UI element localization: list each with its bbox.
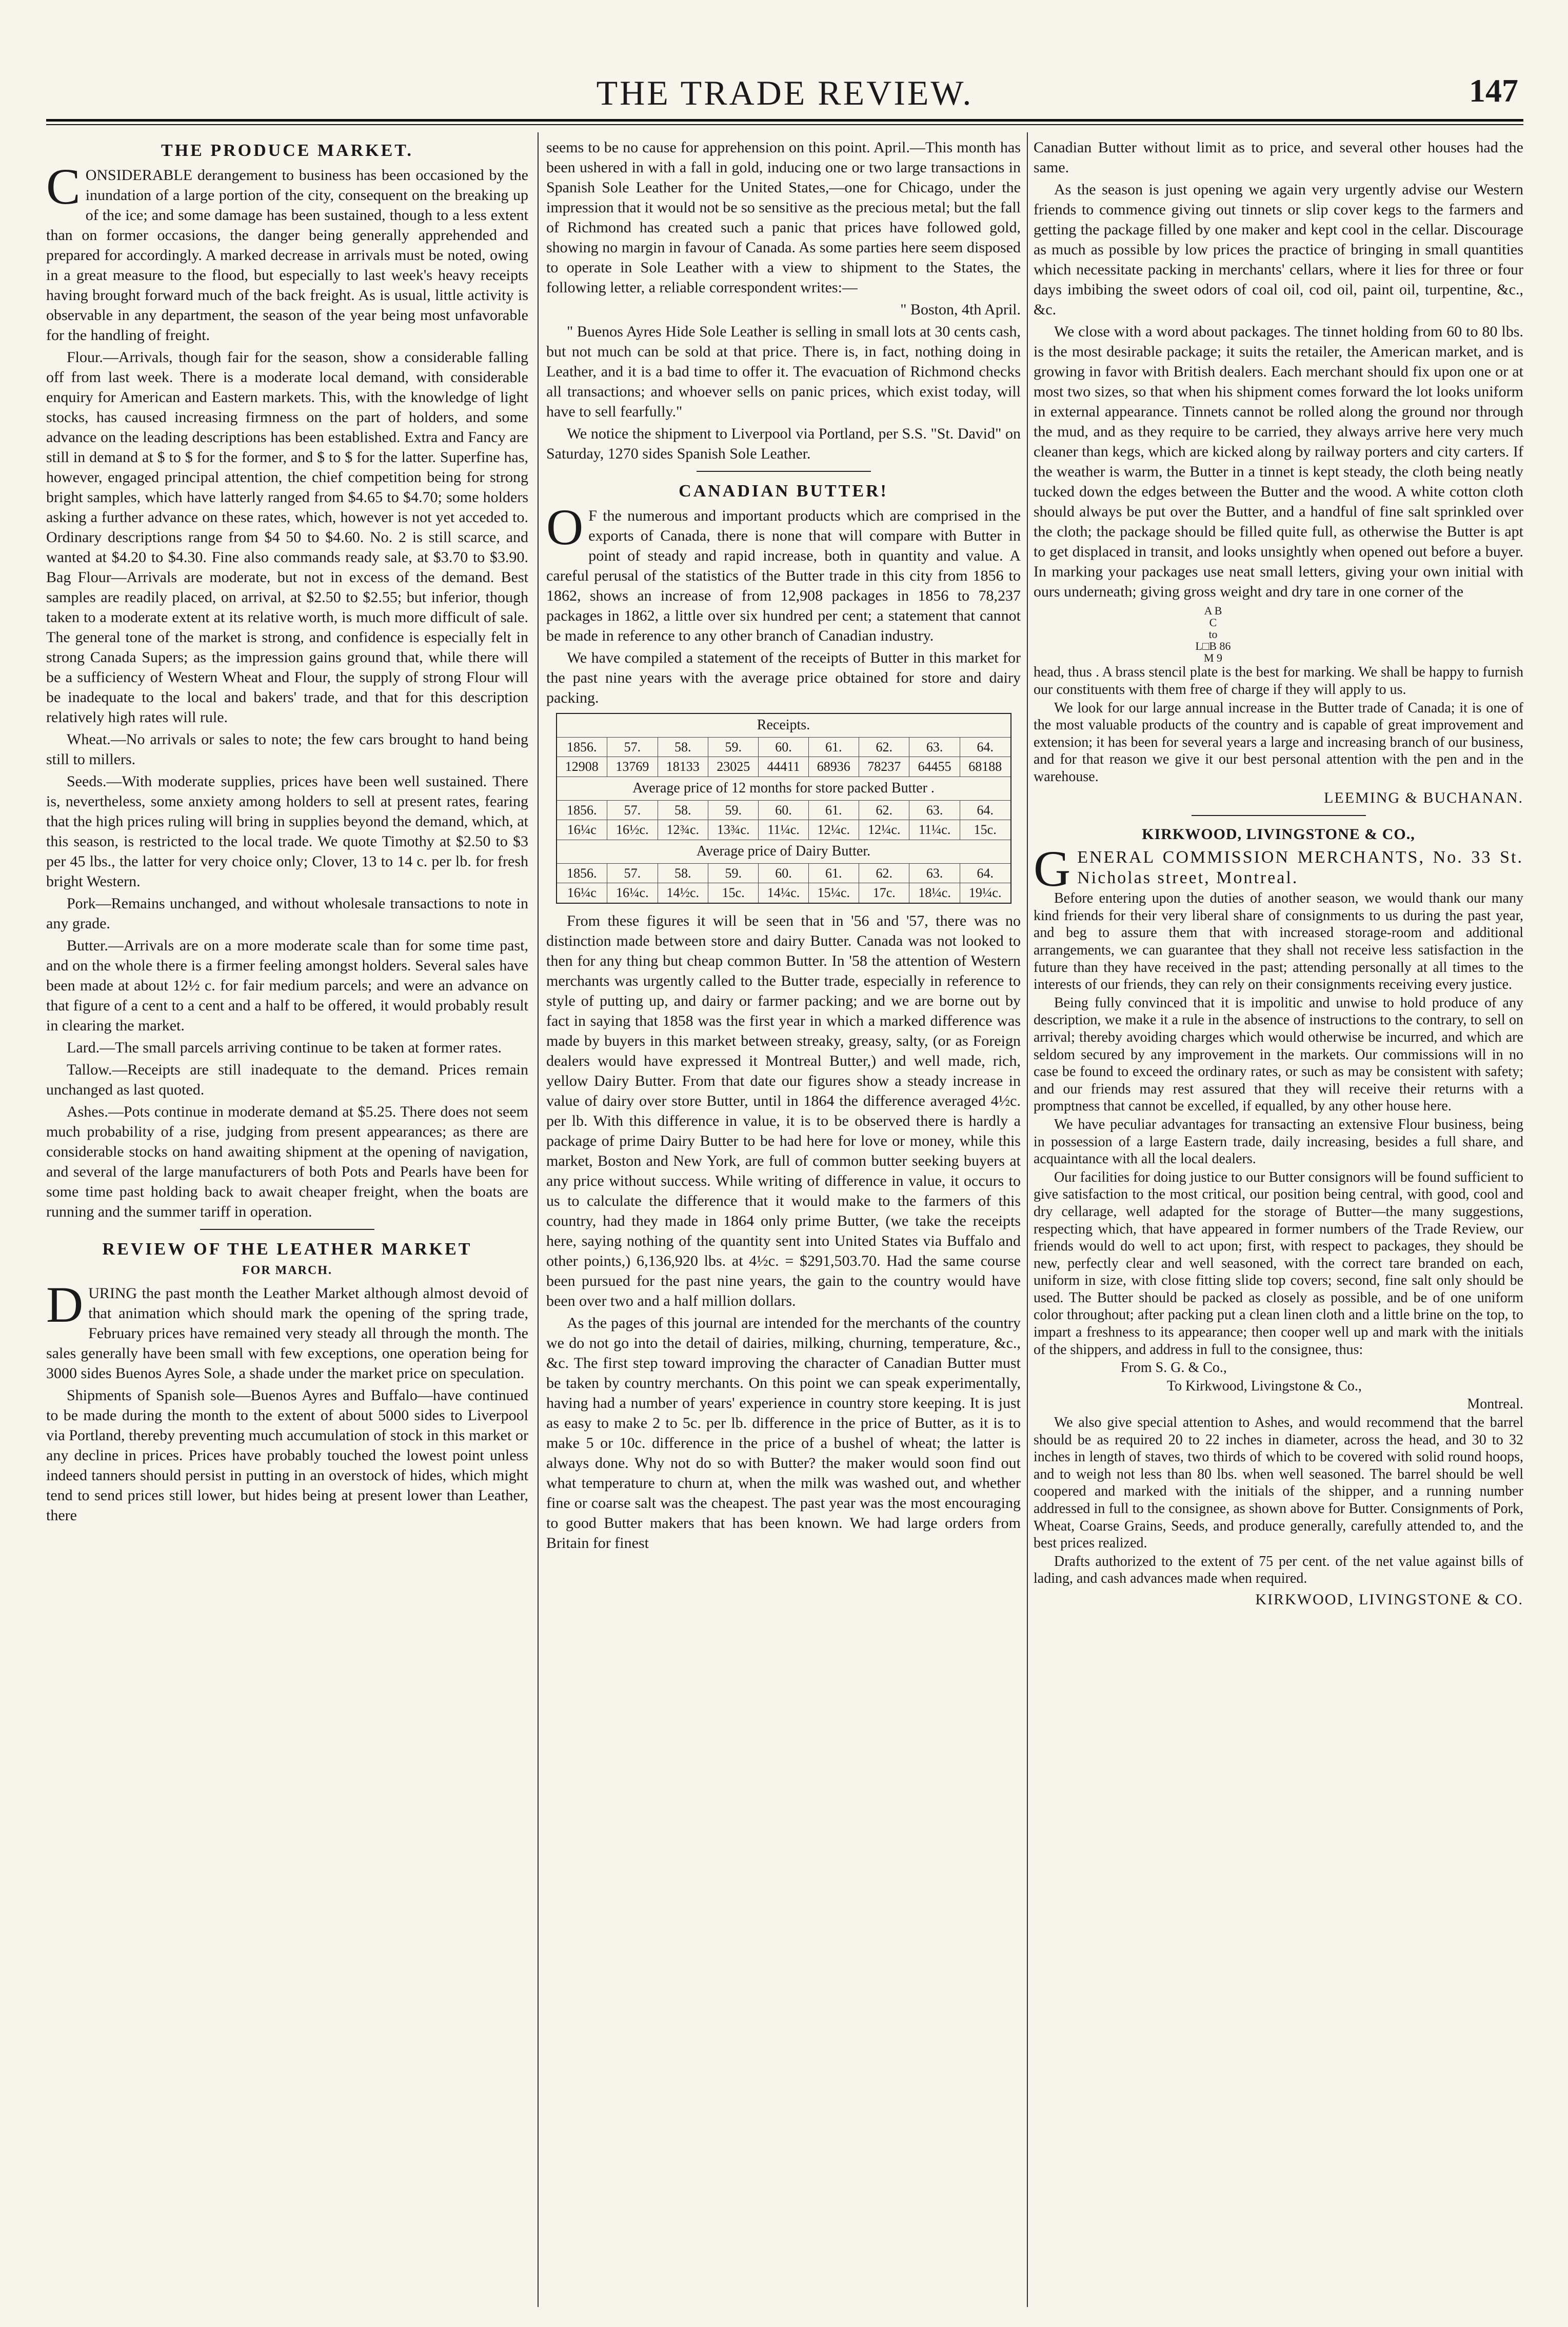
butter-paragraph-1 (546, 499, 1021, 646)
address-line-3: Montreal. (1467, 1396, 1523, 1413)
kirkwood-heading: KIRKWOOD, LIVINGSTONE & CO., (1142, 825, 1415, 843)
kirkwood-paragraph-1: Before entering upon the duties of another season, we would thank our many kind friends for their very liberal share of consignments to us during the past year, and beg to assure them that with increased storage-room and additional arrangements, we can guarantee that they shall not receive less satisfaction in the future than they have received in the past; attending personally at all times to the interests of our friends, they can rely on their consignments receiving every justice. (1034, 890, 1523, 993)
leather-paragraph-4: We notice the shipment to Liverpool via Portland, per S.S. "St. David" on Saturday, 1270 sides Spanish Sole Leather. (546, 425, 1021, 462)
store-price-cell: 13¾c. (708, 820, 758, 840)
mark-line: M 9 (1203, 651, 1223, 665)
mark-line: to (1208, 628, 1218, 641)
dairy-price-cell: 15c. (708, 883, 758, 903)
butter-paragraph-7: We close with a word about packages. The tinnet holding from 60 to 80 lbs. is the most desirable package; it suits the retailer, the American market, and is growing in favor with British dealers. Each merchant should fix upon one or at most two sizes, so that when his shipment comes forward the lot looks uniform in external appearance. Tinnets cannot be rolled along the ground nor through the mud, and as they require to be carried, they always arrive here very much cleaner than kegs, which are kicked along by railway porters and city carters. If the weather is warm, the Butter in a tinnet is kept steady, the cloth being neatly tucked down the edges between the Butter and the wood. A white cotton cloth should always be put over the Butter, and a handful of fine salt sprinkled over the cloth; the package should be filled quite full, as otherwise the Butter is apt to get displaced in transit, and looks unsightly when opened out before a buyer. In marking your packages use neat small letters, giving your own initial with ours underneath; giving gross weight and dry tare in one corner of the (1034, 323, 1523, 600)
year-cell: 60. (759, 737, 808, 757)
receipts-cell: 78237 (859, 757, 909, 777)
produce-butter: Butter.—Arrivals are on a more moderate scale than for some time past, and on the whole there is a firmer feeling amongst holders. Several sales have been made at about 12½ c. for fair medium parcels; and were an advance on that figure of a cent to a cent and a half to be offered, it would probably result in clearing the market. (46, 937, 528, 1035)
section-rule (697, 471, 871, 472)
address-line-1: From S. G. & Co., (1121, 1360, 1227, 1376)
produce-flour: Flour.—Arrivals, though fair for the season, show a considerable falling off from last week. There is a moderate local demand, with considerable enquiry for American and Eastern markets. This, with the knowledge of light stocks, has caused increasing firmness on the part of holders, and some advance on the leading descriptions has been established. Extra and Fancy are still in demand at $ to $ for the former, and $ to $ for the latter. Superfine has, however, engaged principal attention, the chief competition being for strong bright samples, which have latterly ranged from $4.65 to $4.70; some holders asking a further advance on these rates, which, however is not yet acceded to. Ordinary descriptions range from $4 50 to $4.60. No. 2 is still scarce, and wanted at $4.20 to $4.30. Fine also commands ready sale, at $3.70 to $3.90. Bag Flour—Arrivals are moderate, but not in excess of the demand. Best samples are readily placed, on arrival, at $2.50 to $2.55; but inferior, though taken to a moderate extent at its relative worth, is much more difficult of sale. The general tone of the market is strong, and confidence is especially felt in strong Canada Supers; as the impression gains ground that, while there will be a sufficiency of Western Wheat and Flour, the supply of strong Flour will be inadequate to the local and bakers' trade, and that for this description relatively high rates will rule. (46, 349, 528, 726)
produce-intro-text: ONSIDERABLE derangement to business has been occasioned by the inundation of a large portion of the city, consequent on the breaking up of the ice; and some damage has been sustained, though to a less extent than on former occasions, the danger being generally apprehended and prepared for accordingly. A marked decrease in arrivals must be noted, owing in a great measure to the flood, but especially to last week's heavy receipts having brought forward much of the back freight. As is usual, little activity is observable in any department, the season of the year being most unfavorable for the handling of freight. (46, 167, 528, 344)
produce-seeds: Seeds.—With moderate supplies, prices have been well sustained. There is, nevertheless, some anxiety among holders to sell at present rates, fearing that the high prices ruling will bring in supplies beyond the demand, which, at this season, is restricted to the local trade. We quote Timothy at $2.50 to $3 per 45 lbs., the latter for very choice only; Clover, 13 to 14 c. per lb. for fresh bright Western. (46, 773, 528, 890)
year-cell: 62. (859, 800, 909, 820)
dairy-price-caption: Average price of Dairy Butter. (557, 840, 1011, 863)
store-price-cell: 12¼c. (808, 820, 859, 840)
kirkwood-paragraph-2: Being fully convinced that it is impolitic and unwise to hold produce of any description, we make it a rule in the absence of instructions to the contrary, to sell on arrival; thereby avoiding charges which would otherwise be incurred, and which are seldom secured by any improvement in the markets. Our commissions will in no case be found to exceed the ordinary rates, or such as may be consistent with safety; and our friends may rest assured that they will receive their returns with a promptness that cannot be excelled, if equalled, by any other house here. (1034, 995, 1523, 1115)
butter-paragraph-8 (1034, 664, 1523, 698)
leather-market-subheading: FOR MARCH. (242, 1264, 332, 1278)
year-cell: 60. (759, 863, 808, 883)
produce-tallow: Tallow.—Receipts are still inadequate to the demand. Prices remain unchanged as last quoted. (46, 1061, 528, 1099)
mark-line: L□B 86 (1195, 640, 1231, 653)
store-price-caption: Average price of 12 months for store packed Butter . (557, 777, 1011, 800)
drop-cap: G (1034, 840, 1073, 897)
drop-cap: C (46, 158, 81, 215)
years-row (557, 863, 1011, 883)
year-cell: 63. (909, 737, 960, 757)
butter-receipts-table (556, 713, 1011, 904)
store-price-row (557, 820, 1011, 840)
receipts-cell: 12908 (557, 757, 607, 777)
year-cell: 61. (808, 863, 859, 883)
leather-paragraph-1-text: URING the past month the Leather Market although almost devoid of that animation which should mark the opening of the spring trade, February prices have remained very steady all through the month. The sales generally have been small with few exceptions, one operation being for 3000 sides Buenos Ayres Sole, a shade under the market price on speculation. (46, 1284, 528, 1382)
year-cell: 1856. (557, 800, 607, 820)
dairy-price-cell: 15¼c. (808, 883, 859, 903)
year-cell: 59. (708, 737, 758, 757)
dairy-price-cell: 19¼c. (960, 883, 1010, 903)
receipts-caption: Receipts. (557, 713, 1011, 737)
year-cell: 1856. (557, 863, 607, 883)
years-row (557, 737, 1011, 757)
mark-line: C (1209, 616, 1217, 629)
receipts-cell: 68188 (960, 757, 1010, 777)
dairy-price-cell: 18¼c. (909, 883, 960, 903)
butter-paragraph-9: We look for our large annual increase in the Butter trade of Canada; it is one of the most valuable products of the country and is capable of great improvement and extension; it has been for several years a large and increasing branch of our business, and for that reason we give it our best personal attention with the pen and in the warehouse. (1034, 700, 1523, 785)
store-price-cell: 11¼c. (909, 820, 960, 840)
year-cell: 1856. (557, 737, 607, 757)
year-cell: 60. (759, 800, 808, 820)
receipts-cell: 13769 (607, 757, 658, 777)
publication-title: THE TRADE REVIEW. (596, 73, 974, 112)
year-cell: 63. (909, 800, 960, 820)
column-divider (538, 132, 539, 2307)
receipts-cell: 64455 (909, 757, 960, 777)
produce-lard: Lard.—The small parcels arriving continue to be taken at former rates. (67, 1039, 502, 1057)
year-cell: 57. (607, 863, 658, 883)
section-rule (1192, 815, 1366, 816)
leather-paragraph-1 (46, 1276, 528, 1383)
receipts-cell: 68936 (808, 757, 859, 777)
leather-paragraph-2: Shipments of Spanish sole—Buenos Ayres and Buffalo—have continued to be made during the month to the extent of about 5000 sides to Liverpool via Portland, thereby preventing much accumulation of stock in this market or any decline in prices. Prices have probably touched the lowest point unless indeed tanners should persist in putting in an overstock of hides, which might tend to send prices still lower, but hides being at present lower than Leather, there (46, 1386, 528, 1524)
kirkwood-paragraph-3: We have peculiar advantages for transacting an extensive Flour business, being in possession of a large Eastern trade, daily increasing, besides a full share, and acquaintance with all the local dealers. (1034, 1116, 1523, 1167)
year-cell: 62. (859, 737, 909, 757)
dairy-price-cell: 14¼c. (759, 883, 808, 903)
year-cell: 64. (960, 737, 1010, 757)
produce-intro (46, 158, 528, 345)
kirkwood-signature: KIRKWOOD, LIVINGSTONE & CO. (1255, 1590, 1523, 1608)
masthead-rule-thin (46, 124, 1523, 125)
year-cell: 57. (607, 737, 658, 757)
store-price-cell: 16¼c (557, 820, 607, 840)
year-cell: 61. (808, 737, 859, 757)
year-cell: 59. (708, 863, 758, 883)
dairy-price-row (557, 883, 1011, 903)
year-cell: 64. (960, 863, 1010, 883)
butter-paragraph-5: Canadian Butter without limit as to price, and several other houses had the same. (1034, 139, 1523, 176)
year-cell: 58. (658, 863, 708, 883)
leather-paragraph-3: seems to be no cause for apprehension on this point. April.—This month has been ushered in with a fall in gold, inducing one or two large transactions in Spanish Sole Leather for the United States,—one for Chicago, under the impression that it would not be so sensitive as the precious metal; but the fall of Richmond has created such a panic that prices have followed gold, showing no margin in favour of Canada. As some parties here seem disposed to operate in Sole Leather with a view to shipment to the States, the following letter, a reliable correspondent writes:— (546, 139, 1021, 296)
dairy-price-cell: 16¼c (557, 883, 607, 903)
column-2 (546, 137, 1021, 2312)
store-price-cell: 12¾c. (658, 820, 708, 840)
year-cell: 63. (909, 863, 960, 883)
canadian-butter-heading: CANADIAN BUTTER! (679, 482, 888, 501)
produce-ashes: Ashes.—Pots continue in moderate demand at $5.25. There does not seem much probability of a rise, judging from present appearances; as there are considerable stocks on hand awaiting shipment at the opening of navigation, and several of the large manufacturers of both Pots and Pearls have been for some time past holding back to await cheaper freight, when the boats are running and the summer tariff in operation. (46, 1103, 528, 1221)
section-rule (200, 1229, 374, 1230)
butter-paragraph-8a: head, thus (1034, 664, 1092, 681)
butter-paragraph-2: We have compiled a statement of the receipts of Butter in this market for the past nine years with the average price obtained for store and dairy packing. (546, 649, 1021, 707)
butter-closing (1034, 664, 1523, 785)
kirkwood-paragraph-6: Drafts authorized to the extent of 75 per cent. of the net value against bills of lading, and cash advances made when required. (1034, 1553, 1523, 1587)
dairy-price-cell: 16¼c. (607, 883, 658, 903)
year-cell: 59. (708, 800, 758, 820)
drop-cap: D (46, 1276, 84, 1333)
kirkwood-paragraph-5: We also give special attention to Ashes, and would recommend that the barrel should be as required 20 to 22 inches in diameter, across the head, and 30 to 32 inches in length of staves, two thirds of which to be covered with solid round hoops, and to weigh not less than 80 lbs. when well seasoned. The barrel should be well coopered and marked with the initials of the shipper, and a running number addressed in full to the consignee, as shown above for Butter. Consignments of Pork, Wheat, Coarse Grains, Seeds, and produce generally, carefully attended to, and the best prices realized. (1034, 1415, 1523, 1552)
year-cell: 64. (960, 800, 1010, 820)
mark-line: A B (1204, 604, 1222, 617)
kirkwood-advertisement (1034, 840, 1523, 1587)
produce-pork: Pork—Remains unchanged, and without wholesale transactions to note in any grade. (46, 895, 528, 932)
produce-wheat: Wheat.—No arrivals or sales to note; the few cars brought to hand being still to millers. (46, 731, 528, 768)
receipts-cell: 23025 (708, 757, 758, 777)
year-cell: 61. (808, 800, 859, 820)
column-divider (1027, 132, 1028, 2307)
dairy-price-cell: 17c. (859, 883, 909, 903)
package-mark-example (1182, 605, 1244, 664)
address-line-2: To Kirkwood, Livingstone & Co., (1167, 1378, 1362, 1394)
store-price-cell: 11¼c. (759, 820, 808, 840)
butter-paragraph-4: As the pages of this journal are intended for the merchants of the country we do not go into the detail of dairies, milking, churning, temperature, &c., &c. The first step toward improving the character of Canadian Butter must be taken by country merchants. On this point we can speak experimentally, having had a number of years' experience in country store keeping. It is just as easy to make 2 to 5c. per lb. difference in the price of Butter, as it is to make 5 or 10c. difference in the price of a bushel of wheat; the latter is always done. Why not do so with Butter? the maker would soon find out what temperature to churn at, when the milk was washed out, and whether fine or coarse salt was the cheapest. The past year was the most encouraging to good Butter makers that has been known. We had large orders from Britain for finest (546, 1315, 1021, 1552)
butter-signature: LEEMING & BUCHANAN. (1324, 789, 1523, 806)
receipts-cell: 44411 (759, 757, 808, 777)
year-cell: 57. (607, 800, 658, 820)
masthead (46, 72, 1523, 113)
kirkwood-title-text: ENERAL COMMISSION MERCHANTS, No. 33 St. Nicholas street, Montreal. (1077, 847, 1523, 888)
receipts-cell: 18133 (658, 757, 708, 777)
letter-quote: " Buenos Ayres Hide Sole Leather is selling in small lots at 30 cents cash, but not much can be sold at that price. There is, in fact, nothing doing in Leather, and it is a bad time to offer it. The evacuation of Richmond checks all transactions; and whoever sells on panic prices, which exist today, will have to sell fearfully." (546, 323, 1021, 420)
page-number: 147 (1469, 72, 1518, 109)
masthead-rule (46, 119, 1523, 122)
store-price-cell: 12¼c. (859, 820, 909, 840)
store-price-cell: 16½c. (607, 820, 658, 840)
years-row (557, 800, 1011, 820)
kirkwood-paragraph-4: Our facilities for doing justice to our Butter consignors will be found sufficient to give satisfaction to the most critical, our position being central, with good, cool and dry cellarage, well adapted for the storage of Butter—the many suggestions, respecting which, that have appeared in former numbers of the Trade Review, our friends would do well to act upon; first, with respect to packages, they should be new, perfectly clear and well seasoned, with the correct tare branded on each, uniform in size, with close fitting slide top covers; second, fine salt only should be used. The Butter should be packed as closely as possible, and be of one uniform color throughout; after packing put a clean linen cloth and a little brine on the top, to impart a freshness to its appearance; then cooper well up and mark with the initials of the shippers, and address in full to the consignee, thus: (1034, 1169, 1523, 1358)
produce-market-heading: THE PRODUCE MARKET. (161, 141, 413, 160)
year-cell: 58. (658, 800, 708, 820)
leather-market-heading: REVIEW OF THE LEATHER MARKET (102, 1240, 472, 1259)
year-cell: 62. (859, 863, 909, 883)
butter-paragraph-6: As the season is just opening we again very urgently advise our Western friends to commence giving out tinnets or slip cover kegs to the farmers and getting the package filled by one maker and kept cool in the cellar. Discourage as much as possible by low prices the practice of bringing in small quantities which necessitate packing in merchants' cellars, where it lies for three or four days imbibing the sweet odors of coal oil, cod oil, paint oil, turpentine, &c., &c. (1034, 181, 1523, 318)
butter-paragraph-1-text: F the numerous and important products which are comprised in the exports of Canada, there is none that will compare with Butter in point of steady and rapid increase, both in quantity and value. A careful perusal of the statistics of the Butter trade in this city from 1856 to 1862, shows an increase of from 12,908 packages in 1856 to 78,237 packages in 1862, a little over six hundred per cent; a statement that cannot be made in reference to any other branch of Canadian industry. (546, 507, 1021, 645)
column-3 (1034, 137, 1523, 2312)
receipts-row (557, 757, 1011, 777)
kirkwood-title (1034, 840, 1523, 897)
dairy-price-cell: 14½c. (658, 883, 708, 903)
butter-paragraph-3: From these figures it will be seen that in '56 and '57, there was no distinction made between store and dairy Butter. Canada was not looked to then for any thing but cheap common Butter. In '58 the attention of Western merchants was urgently called to the Butter trade, especially in reference to style of putting up, and dairy or farmer packing; and we are borne out by fact in saying that 1858 was the first year in which a marked difference was made by buyers in this market between streaky, greasy, salty, (or as Foreign dealers would have expressed it Montreal Butter,) and well made, rich, yellow Dairy Butter. From that date our figures show a steady increase in value of dairy over store Butter, until in 1864 the difference averaged 4½c. per lb. With this difference in value, it is to be observed there is hardly a package of prime Dairy Butter to be had here for love or money, while this market, Boston and New York, are full of common butter seeking buyers at any price without success. While writing of difference in value, it occurs to us to calculate the difference that it would make to the farmers of this country, had they made in 1864 only prime Butter, (we take the receipts here, saying nothing of the quantity sent into United States via Buffalo and other points,) 6,136,920 lbs. at 4½c. = $291,503.70. Had the same course been pursued for the past nine years, the gain to the country would have been over two and a half million dollars. (546, 912, 1021, 1310)
butter-paragraph-8b: . A brass stencil plate is the best for marking. We shall be happy to furnish our constituents with them free of charge if they will apply to us. (1034, 664, 1523, 698)
store-price-cell: 15c. (960, 820, 1010, 840)
letter-dateline: " Boston, 4th April. (900, 301, 1021, 318)
drop-cap: O (546, 499, 584, 556)
column-1 (46, 137, 528, 2312)
year-cell: 58. (658, 737, 708, 757)
